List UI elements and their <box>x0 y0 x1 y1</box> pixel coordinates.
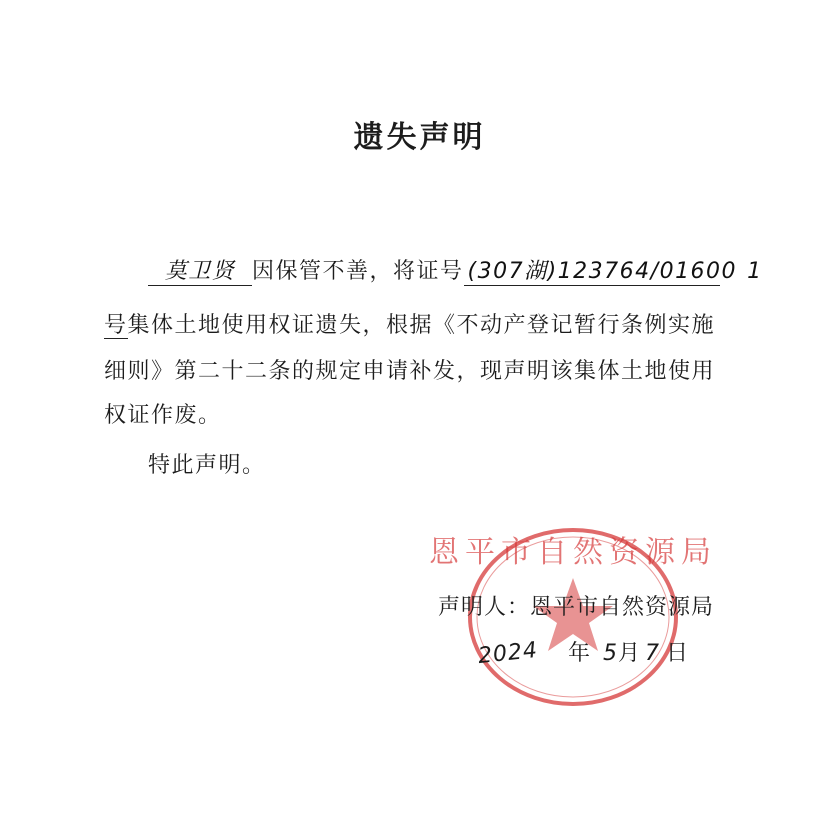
body-line-2 <box>104 308 715 339</box>
closing-statement: 特此声明。 <box>148 453 266 478</box>
holder-name: 莫卫贤 <box>148 254 252 286</box>
body-line-3: 细则》第二十二条的规定申请补发，现声明该集体土地使用 <box>104 359 716 384</box>
date-year-label: 年 <box>568 641 592 666</box>
body-line-4: 权证作废。 <box>104 403 222 428</box>
date-month: 5 <box>603 641 619 666</box>
date-year: 2024 <box>476 637 540 670</box>
declarant-line <box>438 590 714 621</box>
declarant-name: 恩平市自然资源局 <box>530 595 715 620</box>
certificate-number <box>464 254 763 286</box>
date-day-label: 日 <box>666 641 690 666</box>
declarant-label: 声明人： <box>438 595 531 620</box>
date-month-label: 月 <box>618 641 642 666</box>
line2-prefix: 号 <box>104 313 128 338</box>
line2-text: 集体土地使用权证遗失，根据《不动产登记暂行条例实施 <box>127 313 716 338</box>
certificate-number-main: (307湖)123764/01600 <box>467 259 738 284</box>
body-line-1 <box>148 254 763 286</box>
seal-text: 恩平市自然资源局 <box>429 535 717 570</box>
date-day: 7 <box>645 641 661 666</box>
line1-text: 因保管不善，将证号 <box>252 259 464 284</box>
date-line <box>476 636 690 670</box>
document-title: 遗失声明 <box>353 120 486 155</box>
certificate-number-tail: 1 <box>747 259 763 284</box>
